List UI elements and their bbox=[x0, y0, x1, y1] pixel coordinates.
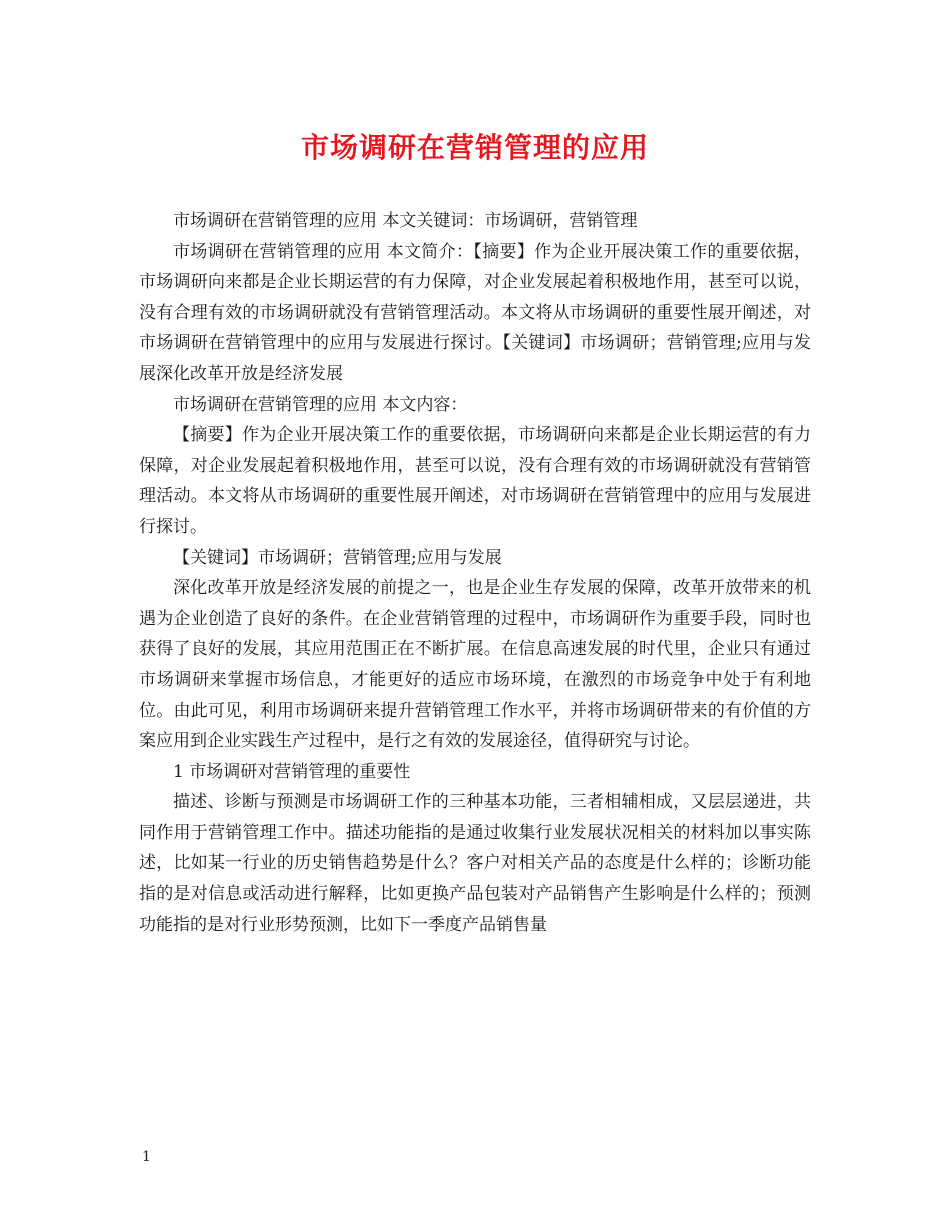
paragraph-summary: 市场调研在营销管理的应用 本文简介：【摘要】作为企业开展决策工作的重要依据，市场调研向来都是企业长期运营的有力保障，对企业发展起着积极地作用，甚至可以说，没有合理有效的市场调研就没有营销管理活动。本文将从市场调研的重要性展开阐述，对市场调研在营销管理中的应用与发展进行探讨。【关键词】市场调研；营销管理;应用与发展深化改革开放是经济发展 bbox=[139, 241, 811, 384]
document-title: 市场调研在营销管理的应用 bbox=[300, 131, 649, 164]
paragraph-section-1: 描述、诊断与预测是市场调研工作的三种基本功能，三者相辅相成，又层层递进，共同作用于营销管理工作中。描述功能指的是通过收集行业发展状况相关的材料加以事实陈述，比如某一行业的历史销售趋势是什么？客户对相关产品的态度是什么样的；诊断功能指的是对信息或活动进行解释，比如更换产品包装对产品销售产生影响是什么样的；预测功能指的是对行业形势预测，比如下一季度产品销售量 bbox=[139, 792, 811, 935]
section-heading-1: 1 市场调研对营销管理的重要性 bbox=[173, 761, 411, 782]
document-body bbox=[139, 206, 811, 940]
paragraph-introduction: 深化改革开放是经济发展的前提之一，也是企业生存发展的保障，改革开放带来的机遇为企业创造了良好的条件。在企业营销管理的过程中，市场调研作为重要手段，同时也获得了良好的发展，其应用范围正在不断扩展。在信息高速发展的时代里，企业只有通过市场调研来掌握市场信息，才能更好的适应市场环境，在激烈的市场竞争中处于有利地位。由此可见，利用市场调研来提升营销管理工作水平，并将市场调研带来的有价值的方案应用到企业实践生产过程中，是行之有效的发展途径，值得研究与讨论。 bbox=[139, 578, 811, 752]
paragraph-keywords-line: 市场调研在营销管理的应用 本文关键词：市场调研，营销管理 bbox=[173, 211, 638, 231]
paragraph-abstract: 【摘要】作为企业开展决策工作的重要依据，市场调研向来都是企业长期运营的有力保障，对企业发展起着积极地作用，甚至可以说，没有合理有效的市场调研就没有营销管理活动。本文将从市场调研的重要性展开阐述，对市场调研在营销管理中的应用与发展进行探讨。 bbox=[139, 425, 811, 537]
paragraph-keywords: 【关键词】市场调研；营销管理;应用与发展 bbox=[173, 547, 502, 568]
paragraph-content-heading: 市场调研在营销管理的应用 本文内容： bbox=[173, 394, 468, 415]
page-number: 1 bbox=[142, 1149, 151, 1165]
